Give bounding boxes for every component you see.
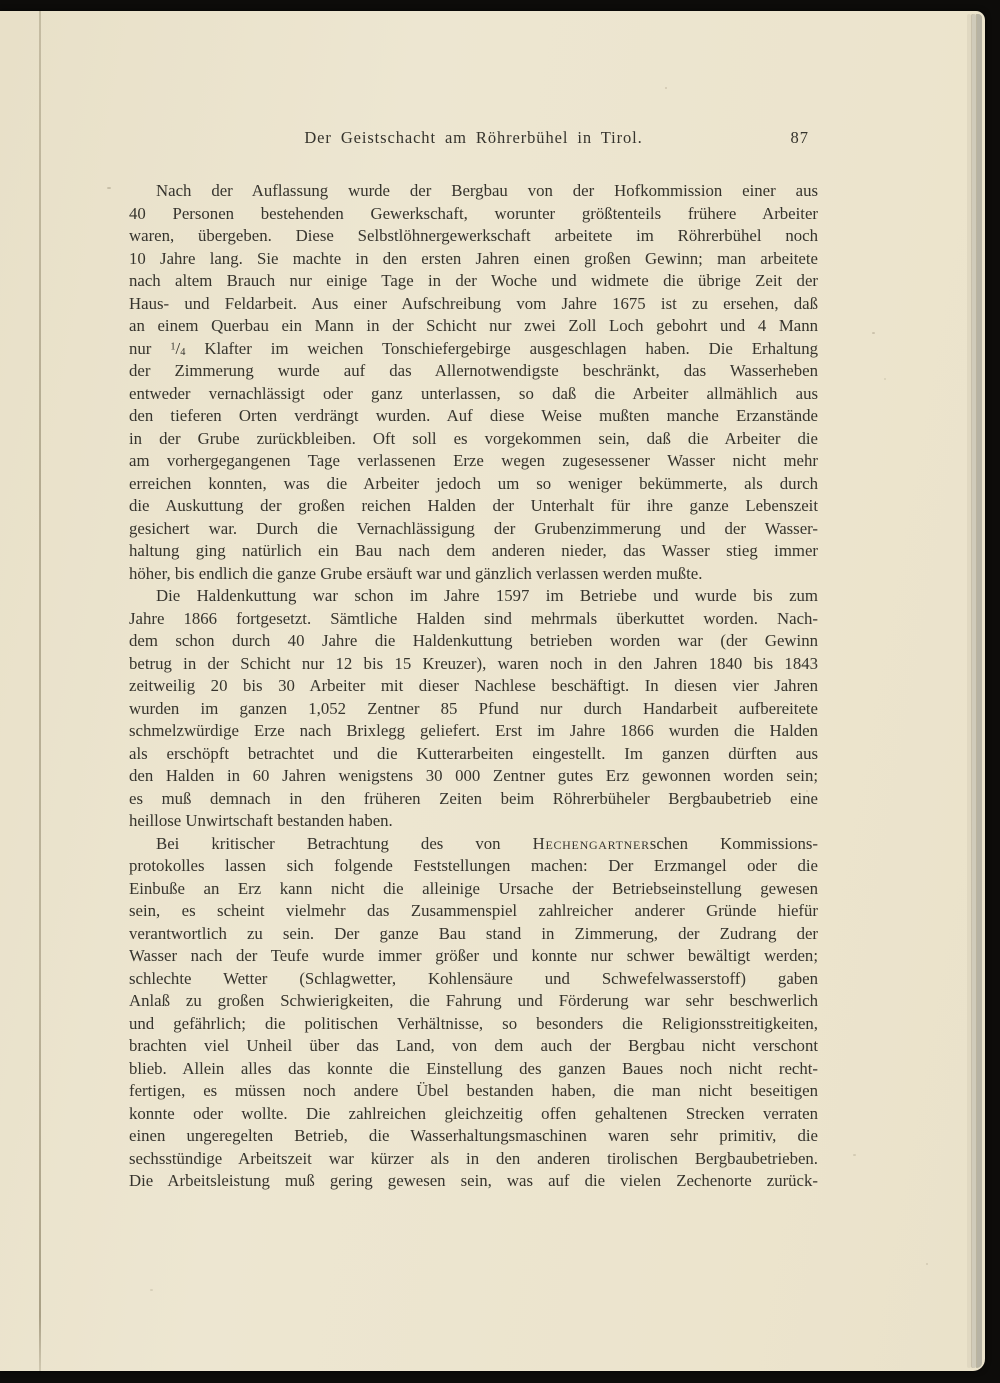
text-line: einen ungeregelten Betrieb, die Wasserhaltungsmaschinen waren sehr primitiv, die: [129, 1126, 818, 1145]
text-line: am vorhergegangenen Tage verlassenen Erze wegen zugesessener Wasser nicht mehr: [129, 451, 818, 470]
text-line: dem schon durch 40 Jahre die Haldenkuttung betrieben worden war (der Gewinn: [129, 631, 818, 650]
text-line: und gefährlich; die politischen Verhältnisse, so besonders die Religionsstreitigkeiten,: [129, 1013, 818, 1033]
text-line: konnte oder wollte. Die zahlreichen gleichzeitig offen gehaltenen Strecken verraten: [129, 1103, 818, 1123]
paragraph: [129, 833, 818, 1193]
text-line: schlechte Wetter (Schlagwetter, Kohlensäure und Schwefelwasserstoff) gaben: [129, 968, 818, 988]
text-line: schmelzwürdige Erze nach Brixlegg geliefert. Erst im Jahre 1866 wurden die Halden: [129, 721, 818, 740]
book-page: [0, 11, 985, 1371]
scan-speck: [872, 332, 875, 334]
text-line: wurden im ganzen 1,052 Zentner 85 Pfund nur durch Handarbeit aufbereitete: [129, 698, 818, 718]
text-line: waren, übergeben. Diese Selbstlöhnergewerkschaft arbeitete im Röhrerbühel noch: [129, 226, 818, 245]
text-line: es muß demnach in den früheren Zeiten beim Röhrerbüheler Bergbaubetrieb eine: [129, 788, 818, 808]
paragraph: [129, 585, 818, 833]
page-number: 87: [790, 128, 809, 147]
text-line: höher, bis endlich die ganze Grube ersäuft war und gänzlich verlassen werden mußte.: [129, 563, 703, 583]
text-line: fertigen, es müssen noch andere Übel bestanden haben, die man nicht beseitigen: [129, 1081, 818, 1100]
text-line: Wasser nach der Teufe wurde immer größer und konnte nur schwer bewältigt werden;: [129, 946, 818, 965]
text-line: Nach der Auflassung wurde der Bergbau von der Hofkommission einer aus: [156, 181, 818, 200]
scan-speck: [853, 1154, 856, 1156]
running-header: [129, 128, 818, 150]
text-line: Jahre 1866 fortgesetzt. Sämtliche Halden sind mehrmals überkuttet worden. Nach-: [129, 608, 818, 628]
page-stack-edge: [977, 14, 982, 1368]
text-line: nur $^1$/4 Klafter im weichen Tonschiefergebirge ausgeschlagen haben. Die Erhaltung: [129, 338, 818, 358]
page-stack-edge: [967, 14, 971, 1368]
text-line: 40 Personen bestehenden Gewerkschaft, worunter größtenteils frühere Arbeiter: [129, 203, 818, 223]
body-text-block: [129, 180, 818, 1193]
text-line: Bei kritischer Betrachtung des von Hechengartnerschen Kommissions-: [156, 833, 818, 853]
scan-speck: [150, 1289, 153, 1291]
scan-speck: [806, 790, 808, 792]
text-line: gesichert war. Durch die Vernachlässigung der Grubenzimmerung und der Wasser-: [129, 518, 818, 538]
text-line: haltung ging natürlich ein Bau nach dem anderen nieder, das Wasser stieg immer: [129, 541, 818, 560]
text-line: verantwortlich zu sein. Der ganze Bau stand in Zimmerung, der Zudrang der: [129, 923, 818, 943]
scan-speck: [926, 1263, 928, 1265]
text-line: Einbuße an Erz kann nicht die alleinige Ursache der Betriebseinstellung gewesen: [129, 878, 818, 898]
text-line: die Auskuttung der großen reichen Halden der Unterhalt für ihre ganze Lebenszeit: [129, 496, 818, 515]
text-line: den tieferen Orten verdrängt wurden. Auf diese Weise mußten manche Erzanstände: [129, 406, 818, 425]
text-line: entweder vernachlässigt oder ganz unterlassen, so daß die Arbeiter allmählich aus: [129, 383, 818, 403]
scan-speck: [884, 378, 886, 380]
text-line: 10 Jahre lang. Sie machte in den ersten Jahren einen großen Gewinn; man arbeitete: [129, 248, 818, 268]
text-line: an einem Querbau ein Mann in der Schicht nur zwei Zoll Loch gebohrt und 4 Mann: [129, 316, 818, 335]
text-line: blieb. Allein alles das konnte die Einstellung des ganzen Baues noch nicht recht-: [129, 1058, 818, 1078]
text-line: heillose Unwirtschaft bestanden haben.: [129, 811, 393, 830]
binding-crease-line: [39, 11, 41, 1371]
text-line: sein, es scheint vielmehr das Zusammenspiel zahlreicher anderer Gründe hiefür: [129, 901, 818, 920]
text-line: betrug in der Schicht nur 12 bis 15 Kreuzer), waren noch in den Jahren 1840 bis 1843: [129, 653, 818, 673]
text-line: der Zimmerung wurde auf das Allernotwendigste beschränkt, das Wasserheben: [129, 361, 818, 380]
text-line: Die Haldenkuttung war schon im Jahre 1597 im Betriebe und wurde bis zum: [156, 586, 818, 605]
text-line: als erschöpft betrachtet und die Kutterarbeiten eingestellt. Im ganzen dürften aus: [129, 743, 818, 763]
text-line: nach altem Brauch nur einige Tage in der Woche und widmete die übrige Zeit der: [129, 271, 818, 290]
page-stack-edge: [972, 14, 976, 1368]
text-line: Die Arbeitsleistung muß gering gewesen sein, was auf die vielen Zechenorte zurück-: [129, 1171, 818, 1190]
text-line: protokolles lassen sich folgende Feststellungen machen: Der Erzmangel oder die: [129, 856, 818, 875]
text-line: Anlaß zu großen Schwierigkeiten, die Fahrung und Förderung war sehr beschwerlich: [129, 991, 818, 1010]
text-line: erreichen konnten, was die Arbeiter jedoch um so weniger bekümmerte, als durch: [129, 473, 818, 493]
running-title: Der Geistschacht am Röhrerbühel in Tirol.: [304, 128, 643, 147]
text-line: sechsstündige Arbeitszeit war kürzer als in den anderen tirolischen Bergbaubetrieben.: [129, 1148, 818, 1168]
text-line: den Halden in 60 Jahren wenigstens 30 000 Zentner gutes Erz gewonnen worden sein;: [129, 766, 818, 785]
text-line: Haus- und Feldarbeit. Aus einer Aufschreibung vom Jahre 1675 ist zu ersehen, daß: [129, 293, 818, 313]
text-line: zeitweilig 20 bis 30 Arbeiter mit dieser Nachlese beschäftigt. In diesen vier Jahren: [129, 676, 818, 695]
paragraph: [129, 180, 818, 585]
scan-speck: [107, 187, 111, 189]
scan-speck: [665, 87, 667, 89]
text-line: in der Grube zurückbleiben. Oft soll es vorgekommen sein, daß die Arbeiter die: [129, 428, 818, 448]
text-line: brachten viel Unheil über das Land, von dem auch der Bergbau nicht verschont: [129, 1036, 818, 1055]
